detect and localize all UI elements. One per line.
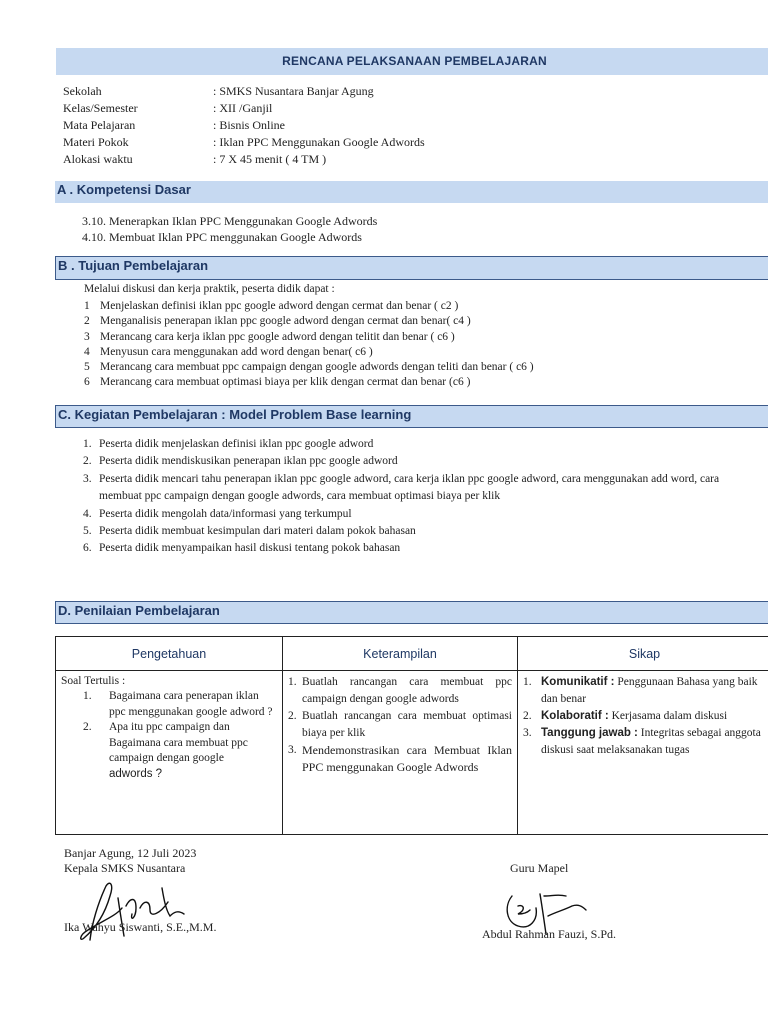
teacher-title: Guru Mapel xyxy=(510,861,569,875)
list-item: 3.10. Menerapkan Iklan PPC Menggunakan Google Adwords xyxy=(82,214,378,228)
info-label: Kelas/Semester xyxy=(63,101,138,115)
item-text: adwords ? xyxy=(109,767,163,780)
section-b-heading: B . Tujuan Pembelajaran xyxy=(55,256,768,280)
item-number: 2. xyxy=(288,710,297,722)
section-b-intro: Melalui diskusi dan kerja praktik, peserta didik dapat : xyxy=(84,283,335,295)
attitude-keyword: Kolaboratif : xyxy=(541,710,609,722)
document-title-bar xyxy=(56,48,768,75)
item-text: Merancang cara kerja iklan ppc google adword dengan telitit dan benar ( c6 ) xyxy=(100,330,455,343)
info-value: : Bisnis Online xyxy=(213,118,286,132)
item-number: 1. xyxy=(83,438,92,450)
info-row xyxy=(63,100,425,117)
assessment-table xyxy=(55,636,768,835)
list-item xyxy=(83,523,733,540)
section-a-heading: A . Kompetensi Dasar xyxy=(55,181,768,203)
list-item xyxy=(83,720,277,767)
item-text: Mendemonstrasikan cara Membuat Iklan PPC menggunakan Google Adwords xyxy=(302,743,512,774)
item-number: 3. xyxy=(523,727,532,739)
keterampilan-cell xyxy=(283,671,518,835)
item-text: Buatlah rancangan cara membuat ppc campaign dengan google adwords xyxy=(302,676,512,705)
list-item xyxy=(523,725,766,759)
item-number: 1. xyxy=(288,676,297,688)
section-b-list xyxy=(84,299,534,391)
list-item xyxy=(288,674,512,708)
item-number: 3. xyxy=(83,472,92,485)
item-number: 2. xyxy=(83,455,92,468)
section-c-list xyxy=(83,436,733,558)
info-label: Sekolah xyxy=(63,84,102,98)
list-item xyxy=(83,540,733,557)
list-item xyxy=(83,506,733,523)
item-text: Merancang cara membuat optimasi biaya per klik dengan cermat dan benar (c6 ) xyxy=(100,376,471,389)
section-a-list xyxy=(82,213,377,245)
item-number: 6. xyxy=(83,542,92,555)
info-row xyxy=(63,151,425,168)
list-item xyxy=(84,330,534,345)
pengetahuan-cell xyxy=(56,671,283,835)
item-text: Menganalisis penerapan iklan ppc google adword dengan cermat dan benar( c4 ) xyxy=(100,315,471,328)
principal-signature xyxy=(70,878,190,948)
info-row xyxy=(63,134,425,151)
item-number: 1 xyxy=(84,300,90,312)
item-text: Menjelaskan definisi iklan ppc google adword dengan cermat dan benar ( c2 ) xyxy=(100,300,459,312)
sikap-cell xyxy=(518,671,768,835)
item-text: Peserta didik mendiskusikan penerapan iklan ppc google adword xyxy=(99,455,398,468)
info-label: Materi Pokok xyxy=(63,135,129,149)
pengetahuan-list xyxy=(61,689,277,782)
list-item xyxy=(523,674,766,708)
info-value: : SMKS Nusantara Banjar Agung xyxy=(213,84,374,98)
list-item xyxy=(83,436,733,453)
item-number: 3 xyxy=(84,330,90,343)
list-item xyxy=(83,471,733,506)
item-number: 5 xyxy=(84,361,90,374)
table-row xyxy=(56,671,768,835)
item-number: 2. xyxy=(83,721,92,733)
item-text: Integritas sebagai anggota diskusi saat melaksanakan tugas xyxy=(541,727,761,756)
item-number: 1. xyxy=(523,676,532,688)
item-number: 4 xyxy=(84,345,90,358)
section-c-heading: C. Kegiatan Pembelajaran : Model Problem Base learning xyxy=(55,405,768,428)
item-text: Penggunaan Bahasa yang baik dan benar xyxy=(541,676,758,705)
column-header: Pengetahuan xyxy=(56,637,283,671)
item-number: 2. xyxy=(523,710,532,722)
section-d-heading: D. Penilaian Pembelajaran xyxy=(55,601,768,624)
item-number: 2 xyxy=(84,315,90,328)
item-text: Peserta didik menyampaikan hasil diskusi tentang pokok bahasan xyxy=(99,542,401,555)
item-text: Peserta didik mengolah data/informasi yang terkumpul xyxy=(99,507,352,520)
item-text: Menyusun cara menggunakan add word dengan benar( c6 ) xyxy=(100,345,373,358)
identity-info xyxy=(63,83,425,168)
signature-left-header xyxy=(64,846,196,876)
info-value: : Iklan PPC Menggunakan Google Adwords xyxy=(213,135,425,149)
teacher-name: Abdul Rahman Fauzi, S.Pd. xyxy=(482,927,616,941)
item-text: Peserta didik menjelaskan definisi iklan ppc google adword xyxy=(99,438,374,450)
item-text: Peserta didik mencari tahu penerapan iklan ppc google adword, cara kerja iklan ppc google adword, cara menggunakan add word, cara membuat ppc campaign dengan google adwords, cara membuat optimasi biaya per klik xyxy=(99,472,720,503)
list-item xyxy=(84,299,534,314)
item-number: 1. xyxy=(83,690,92,702)
item-text: Merancang cara membuat ppc campaign dengan google adwords dengan teliti dan benar ( c6 ) xyxy=(100,361,534,374)
item-text: Peserta didik membuat kesimpulan dari materi dalam pokok bahasan xyxy=(99,525,416,538)
principal-title: Kepala SMKS Nusantara xyxy=(64,861,186,875)
info-value: : XII /Ganjil xyxy=(213,101,273,115)
list-item xyxy=(84,360,534,375)
list-item xyxy=(288,742,512,776)
list-item xyxy=(84,375,534,390)
column-header: Keterampilan xyxy=(283,637,518,671)
item-number: 5. xyxy=(83,525,92,538)
sikap-list xyxy=(523,674,766,759)
item-text: Apa itu ppc campaign dan Bagaimana cara membuat ppc campaign dengan google xyxy=(109,721,248,764)
info-value: : 7 X 45 menit ( 4 TM ) xyxy=(213,152,327,166)
info-label: Mata Pelajaran xyxy=(63,118,136,132)
attitude-keyword: Tanggung jawab : xyxy=(541,727,638,739)
list-item: 4.10. Membuat Iklan PPC menggunakan Google Adwords xyxy=(82,230,362,244)
list-item xyxy=(83,689,277,720)
item-text: Bagaimana cara penerapan iklan ppc menggunakan google adword ? xyxy=(109,690,273,718)
list-item xyxy=(523,708,766,725)
item-number: 4. xyxy=(83,507,92,520)
attitude-keyword: Komunikatif : xyxy=(541,676,615,688)
place-date: Banjar Agung, 12 Juli 2023 xyxy=(64,846,197,860)
item-number: 3. xyxy=(288,744,297,756)
table-header-row xyxy=(56,637,768,671)
item-number: 6 xyxy=(84,376,90,389)
list-item xyxy=(83,767,277,783)
list-item xyxy=(84,345,534,360)
item-number xyxy=(83,767,109,783)
column-header: Sikap xyxy=(518,637,768,671)
document-title: RENCANA PELAKSANAAN PEMBELAJARAN xyxy=(282,54,547,68)
item-text: Kerjasama dalam diskusi xyxy=(608,710,728,722)
info-row xyxy=(63,83,425,100)
info-label: Alokasi waktu xyxy=(63,152,133,166)
list-item xyxy=(84,314,534,329)
keterampilan-list xyxy=(288,674,512,776)
pengetahuan-label: Soal Tertulis : xyxy=(61,675,126,687)
list-item xyxy=(288,708,512,742)
info-row xyxy=(63,117,425,134)
principal-name: Ika Wahyu Siswanti, S.E.,M.M. xyxy=(64,920,217,934)
list-item xyxy=(83,453,733,470)
item-text: Buatlah rancangan cara membuat optimasi biaya per klik xyxy=(302,710,512,739)
